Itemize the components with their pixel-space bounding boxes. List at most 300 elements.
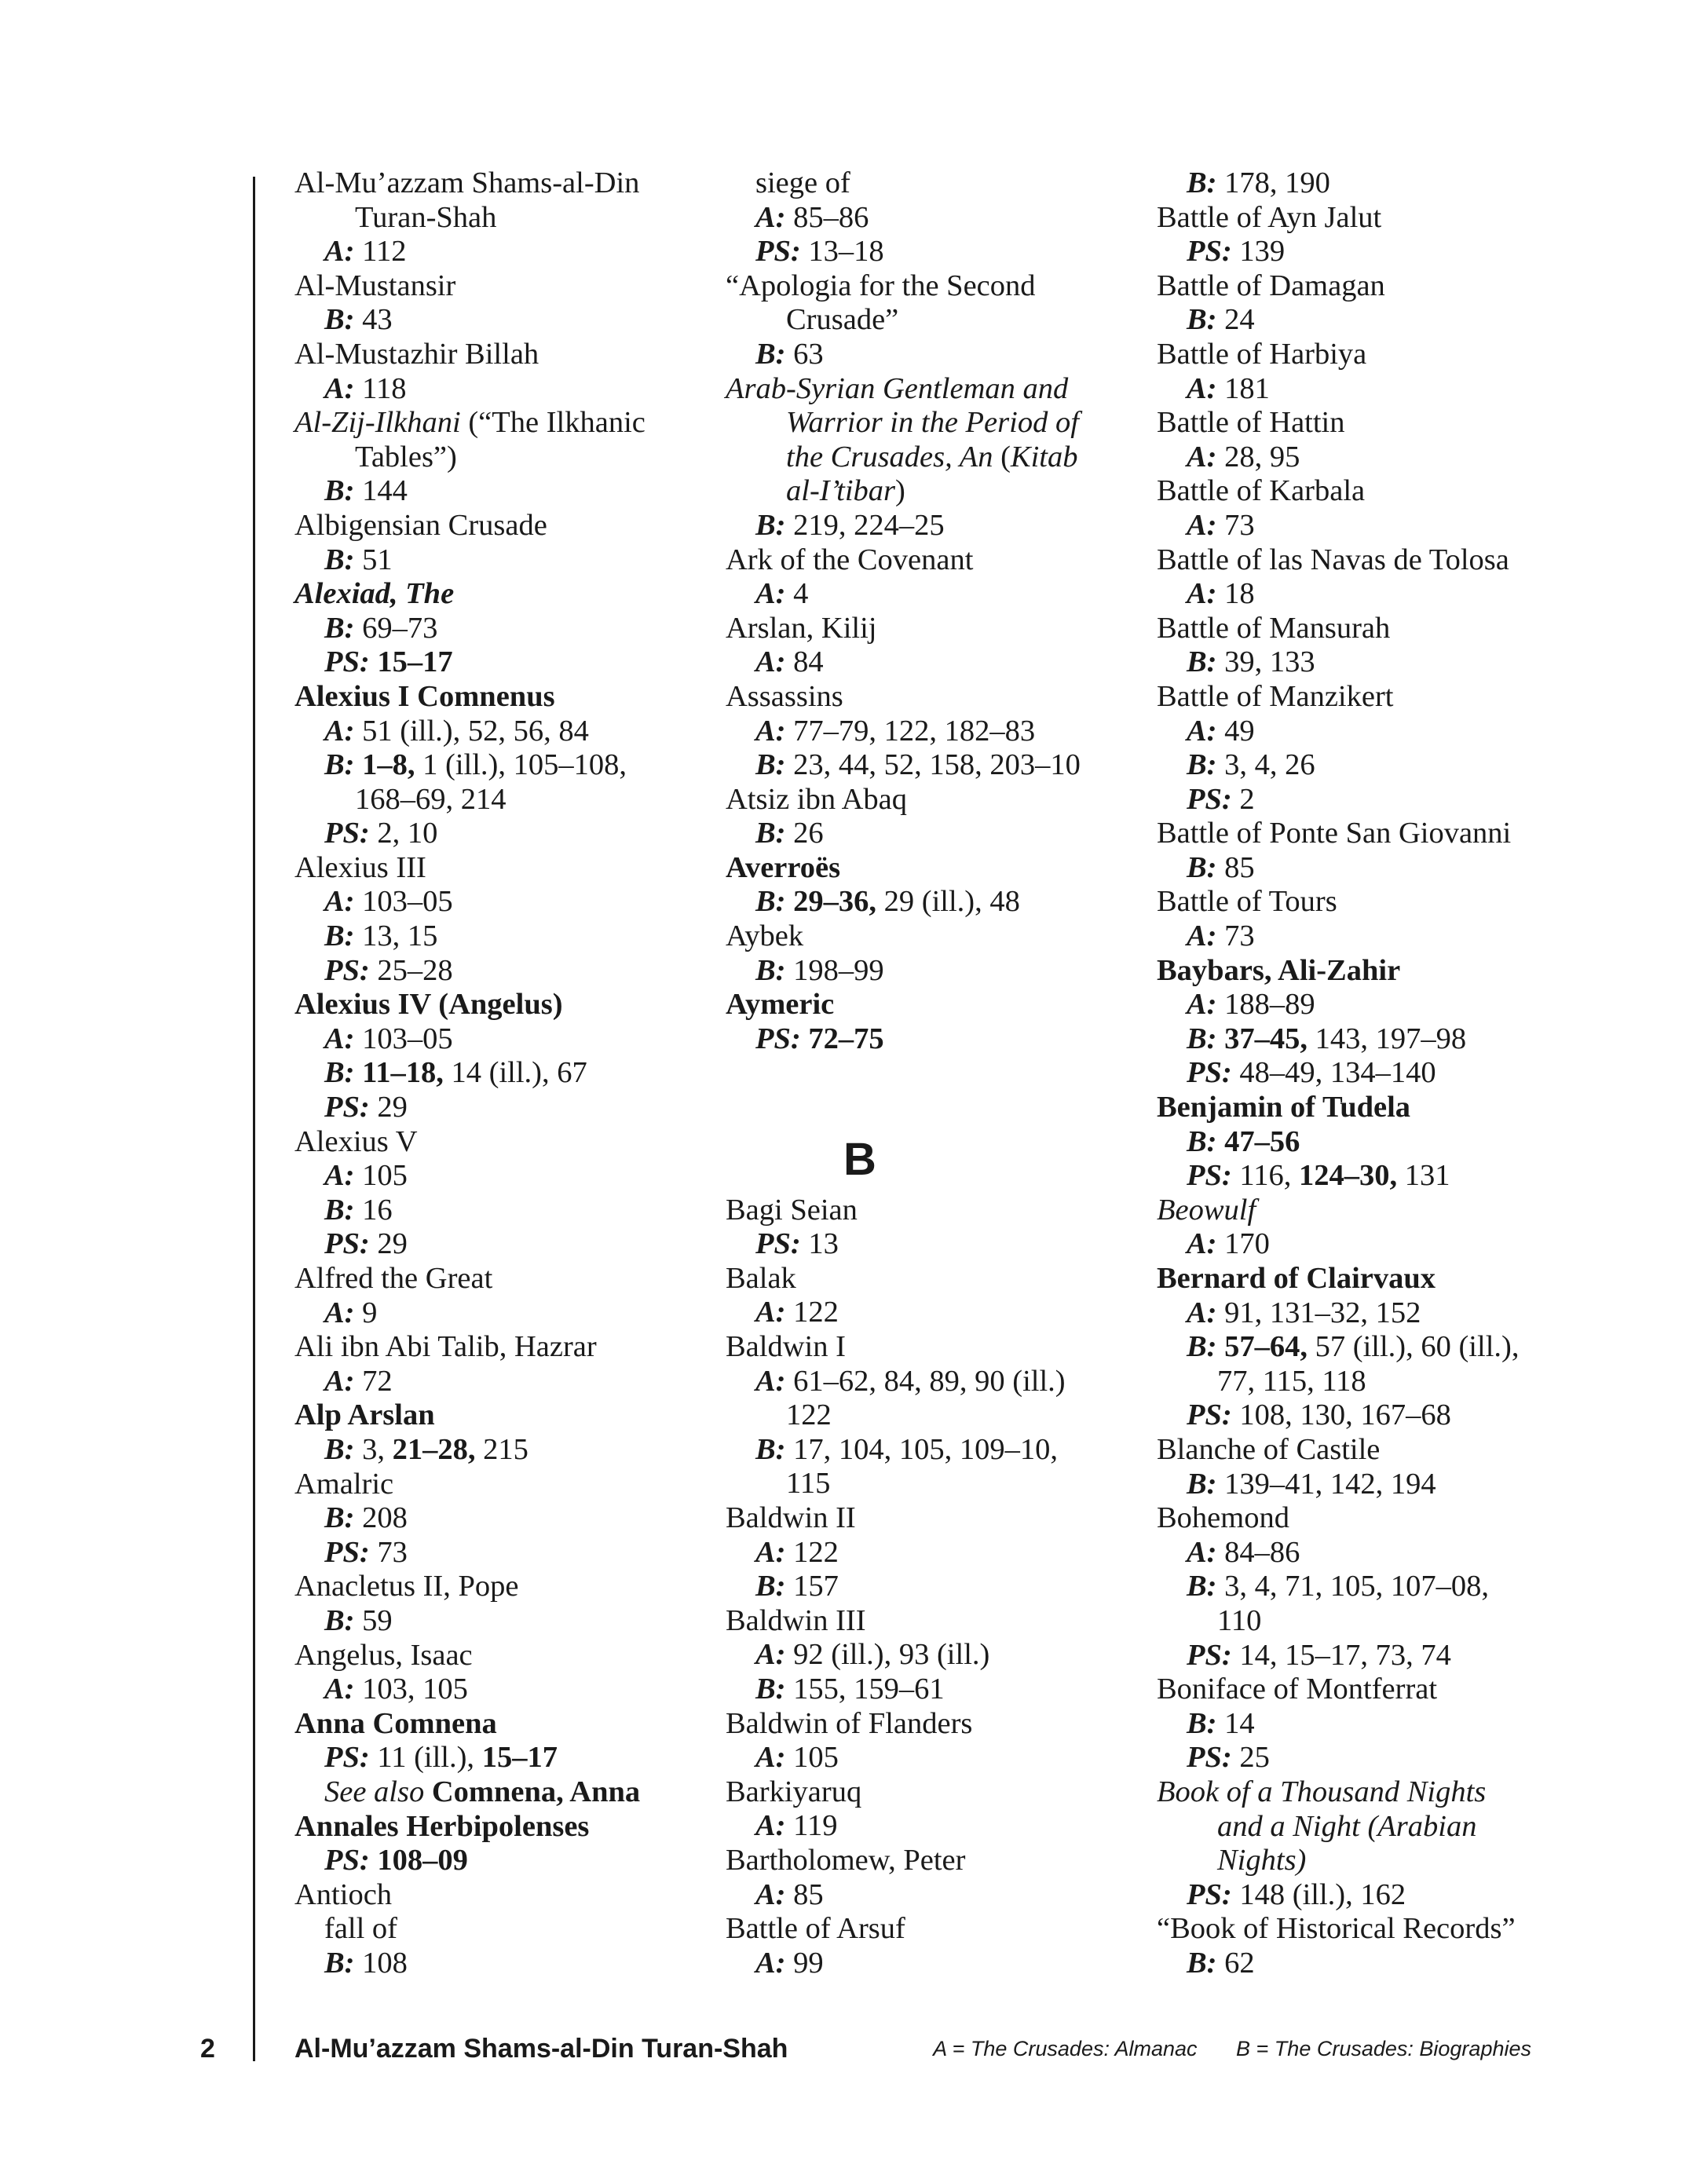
index-entry-line	[294, 1227, 703, 1262]
index-entry-line	[726, 954, 1134, 989]
index-text: 14 (ill.), 67	[443, 1056, 587, 1090]
index-entry-heading	[294, 1570, 703, 1604]
index-entry-line	[294, 1673, 703, 1707]
index-entry-line	[294, 645, 703, 680]
index-text: 178, 190	[1216, 166, 1330, 199]
index-text: A:	[755, 1364, 786, 1398]
index-text	[424, 1775, 432, 1808]
index-text: 77, 115, 118	[1217, 1364, 1366, 1398]
index-text: PS:	[1187, 1398, 1232, 1432]
index-text: Alexius III	[294, 850, 426, 884]
index-text: 131	[1397, 1159, 1450, 1193]
index-entry-heading	[294, 1639, 703, 1673]
index-text: A:	[755, 714, 786, 748]
index-text: B:	[1187, 1706, 1217, 1740]
index-text: 103–05	[354, 1022, 453, 1055]
index-text: 3, 4, 71, 105, 107–08,	[1216, 1570, 1489, 1603]
index-entry-line	[294, 783, 703, 817]
index-text: PS:	[324, 1535, 370, 1569]
index-entry-heading	[1157, 1912, 1644, 1947]
index-entry-line	[726, 577, 1134, 612]
index-text: A:	[1187, 508, 1217, 542]
index-entry-heading	[294, 1707, 703, 1742]
index-entry-line	[294, 235, 703, 269]
index-text: A:	[1187, 1296, 1217, 1329]
index-text	[355, 748, 363, 781]
index-text: 139	[1231, 235, 1286, 269]
index-text: B:	[324, 543, 355, 576]
index-entry-line	[726, 1296, 1134, 1330]
index-entry-line	[726, 303, 1134, 338]
index-entry-line	[294, 1433, 703, 1468]
index-text: Battle of Arsuf	[726, 1912, 905, 1946]
index-entry-line	[1157, 1056, 1644, 1091]
index-text: Warrior in the Period of	[786, 406, 1079, 440]
index-text: 1 (ill.), 105–108,	[415, 748, 627, 782]
index-text: 15–17	[481, 1741, 558, 1775]
index-text: 215	[475, 1432, 528, 1466]
index-text: 122	[786, 1398, 832, 1432]
index-text: Tables”)	[355, 440, 457, 473]
index-text: Al-Mu’azzam Shams-al-Din	[294, 166, 640, 199]
index-entry-line	[726, 748, 1134, 783]
index-entry-line	[1157, 577, 1644, 612]
index-entry-heading	[726, 372, 1134, 407]
index-text	[370, 645, 378, 678]
index-text: Annales Herbipolenses	[294, 1809, 590, 1843]
index-entry-heading	[1157, 338, 1644, 372]
index-text: 85–86	[785, 200, 869, 234]
index-text: Assassins	[726, 679, 843, 713]
index-entry-line	[726, 235, 1134, 269]
index-text: 143, 197–98	[1308, 1022, 1467, 1055]
index-entry-line	[1157, 441, 1644, 475]
index-text: Battle of Karbala	[1157, 474, 1366, 508]
index-text: A:	[324, 1673, 355, 1706]
index-text: B:	[324, 1432, 355, 1466]
index-text: A:	[1187, 714, 1217, 748]
index-entry-heading	[1157, 1091, 1644, 1125]
index-entry-line	[1157, 1330, 1644, 1365]
index-text: 24	[1216, 303, 1255, 337]
index-text: B:	[324, 303, 355, 337]
index-text: 2	[1231, 782, 1255, 816]
index-text: B:	[1187, 1022, 1217, 1055]
index-text: Baldwin of Flanders	[726, 1706, 973, 1740]
index-text: B:	[755, 885, 786, 919]
index-text: 105	[354, 1159, 408, 1193]
index-text: 39, 133	[1216, 645, 1315, 679]
index-entry-line	[1157, 1707, 1644, 1742]
index-text: B:	[1187, 1946, 1217, 1980]
index-text: B:	[324, 611, 355, 645]
index-text: Barkiyaruq	[726, 1775, 862, 1808]
index-entry-line	[294, 1022, 703, 1057]
index-text: Aymeric	[726, 988, 835, 1022]
index-text: B:	[1187, 748, 1217, 782]
index-entry-heading	[726, 1707, 1134, 1742]
index-text: Al-Zij-Ilkhani	[294, 406, 461, 440]
index-text: 73	[369, 1535, 408, 1569]
index-text: Ark of the Covenant	[726, 543, 974, 576]
index-text: Benjamin of Tudela	[1157, 1091, 1411, 1124]
index-entry-line	[294, 748, 703, 783]
index-text: 69–73	[354, 611, 438, 645]
index-text: 116,	[1231, 1159, 1299, 1193]
index-entry-line	[726, 645, 1134, 680]
legend-almanac: A = The Crusades: Almanac	[933, 2037, 1198, 2060]
index-text: 62	[1216, 1946, 1255, 1980]
index-text: Comnena, Anna	[431, 1775, 641, 1808]
index-text: 198–99	[785, 953, 884, 987]
index-text: A:	[1187, 1227, 1217, 1261]
index-entry-heading	[726, 988, 1134, 1022]
index-entry-line	[1157, 783, 1644, 817]
index-text: Nights)	[1217, 1844, 1307, 1877]
index-text: 122	[785, 1535, 839, 1569]
index-text: PS:	[324, 1741, 370, 1775]
index-text: Kitab	[1010, 440, 1078, 473]
index-text: al-I’tibar	[786, 474, 896, 508]
index-entry-heading	[726, 543, 1134, 578]
index-entry-line	[294, 1741, 703, 1775]
index-text: Battle of Ponte San Giovanni	[1157, 817, 1512, 850]
index-text: 119	[785, 1809, 838, 1843]
index-text: Arslan, Kilij	[726, 611, 877, 645]
index-text: 26	[785, 817, 824, 850]
index-text: Baybars, Ali-Zahir	[1157, 953, 1401, 987]
index-entry-line	[1157, 235, 1644, 269]
index-entry-line	[1157, 1604, 1644, 1639]
index-text: Battle of Ayn Jalut	[1157, 200, 1382, 234]
index-entry-line	[1157, 1365, 1644, 1399]
index-text: Anna Comnena	[294, 1706, 497, 1740]
index-text: “Apologia for the Second	[726, 269, 1036, 302]
index-text: 51 (ill.), 52, 56, 84	[354, 714, 589, 748]
index-text: B:	[324, 1501, 355, 1535]
index-text: siege of	[755, 166, 850, 199]
index-text: 4	[785, 577, 809, 611]
index-text: 25	[1231, 1741, 1270, 1775]
index-entry-line	[1157, 1844, 1644, 1878]
index-entry-line	[294, 715, 703, 749]
index-text: Baldwin II	[726, 1501, 856, 1534]
index-text: PS:	[755, 1227, 801, 1261]
index-text: 28, 95	[1216, 440, 1300, 473]
index-text: Balak	[726, 1261, 796, 1295]
index-entry-line	[726, 1398, 1134, 1433]
index-text: “Book of Historical Records”	[1157, 1912, 1516, 1946]
index-text: PS:	[1187, 1056, 1232, 1090]
index-text: B:	[1187, 850, 1217, 884]
index-text: A:	[755, 577, 786, 611]
index-text: B:	[755, 953, 786, 987]
index-entry-heading	[294, 988, 703, 1022]
index-entry-line	[294, 817, 703, 851]
index-text: 73	[1216, 508, 1255, 542]
index-entry-line	[1157, 748, 1644, 783]
index-text: B:	[324, 919, 355, 953]
index-entry-heading	[726, 1194, 1134, 1228]
index-text: (“The Ilkhanic	[460, 406, 646, 440]
index-text: 84–86	[1216, 1535, 1300, 1569]
index-entry-line	[726, 1022, 1134, 1057]
index-entry-heading	[1157, 1262, 1644, 1296]
index-entry-line	[726, 1227, 1134, 1262]
index-text: PS:	[324, 817, 370, 850]
index-text: Baldwin III	[726, 1603, 866, 1637]
index-text: B:	[324, 1603, 355, 1637]
index-text: PS:	[755, 235, 801, 269]
index-text: 84	[785, 645, 824, 679]
index-text: Antioch	[294, 1877, 393, 1911]
index-text: 219, 224–25	[785, 508, 945, 542]
index-text: Battle of Harbiya	[1157, 337, 1367, 371]
index-text: 59	[354, 1603, 393, 1637]
index-text: 14	[1216, 1706, 1255, 1740]
index-entry-line	[294, 1947, 703, 1981]
index-text: 108, 130, 167–68	[1231, 1398, 1451, 1432]
index-text: Boniface of Montferrat	[1157, 1673, 1438, 1706]
index-entry-line	[294, 954, 703, 989]
index-entry-heading	[294, 680, 703, 715]
index-entry-heading	[1157, 954, 1644, 989]
index-text: Ali ibn Abi Talib, Hazrar	[294, 1330, 597, 1364]
index-text: A:	[755, 1946, 786, 1980]
index-entry-line	[1157, 372, 1644, 407]
index-entry-line	[726, 1809, 1134, 1844]
index-entry-heading	[1157, 201, 1644, 236]
index-entry-heading	[726, 680, 1134, 715]
index-entry-line	[1157, 919, 1644, 954]
index-entry-line	[726, 1878, 1134, 1913]
index-text: Aybek	[726, 919, 804, 953]
index-entry-heading	[1157, 1501, 1644, 1536]
index-text: 11 (ill.),	[369, 1741, 482, 1775]
index-entry-heading	[726, 1330, 1134, 1365]
index-entry-heading	[294, 1468, 703, 1502]
index-text: 168–69, 214	[355, 782, 507, 816]
index-entry-line	[294, 474, 703, 509]
index-entry-heading	[726, 919, 1134, 954]
index-text: 2, 10	[369, 817, 438, 850]
index-text: A:	[755, 1809, 786, 1843]
index-entry-heading	[726, 1262, 1134, 1296]
index-text: 148 (ill.), 162	[1231, 1877, 1406, 1911]
index-entry-heading	[1157, 269, 1644, 304]
index-text: 108–09	[377, 1844, 468, 1877]
index-text: PS:	[324, 1227, 370, 1261]
index-entry-line	[726, 1638, 1134, 1673]
index-entry-line	[1157, 1810, 1644, 1844]
index-entry-line	[726, 1570, 1134, 1604]
index-entry-line	[726, 201, 1134, 236]
index-text: 29	[369, 1227, 408, 1261]
index-text: fall of	[324, 1912, 397, 1946]
index-text: PS:	[1187, 1877, 1232, 1911]
index-text: 112	[354, 235, 407, 269]
index-entry-heading	[1157, 817, 1644, 851]
index-entry-line	[726, 1673, 1134, 1707]
index-text: the Crusades, An	[786, 440, 993, 473]
index-text: PS:	[1187, 1741, 1232, 1775]
index-entry-line	[294, 1365, 703, 1399]
index-text: Amalric	[294, 1467, 394, 1501]
index-text: 122	[785, 1296, 839, 1329]
index-entry-line	[1157, 1878, 1644, 1913]
index-text: A:	[755, 1296, 786, 1329]
index-entry-heading	[726, 1501, 1134, 1536]
index-text: 208	[354, 1501, 408, 1535]
index-text: Battle of Tours	[1157, 885, 1337, 919]
index-entry-heading	[726, 612, 1134, 646]
index-text: 13–18	[800, 235, 884, 269]
index-entry-line	[294, 1194, 703, 1228]
index-entry-line	[1157, 303, 1644, 338]
index-text: B:	[755, 1570, 786, 1603]
index-text: )	[895, 474, 905, 508]
volume-legend	[933, 2037, 1531, 2061]
index-entry-heading	[294, 406, 703, 441]
index-entry-line	[294, 919, 703, 954]
index-entry-line	[1157, 1570, 1644, 1604]
index-text: B:	[755, 337, 786, 371]
index-text: 91, 131–32, 152	[1216, 1296, 1421, 1329]
index-text: Beowulf	[1157, 1193, 1256, 1227]
index-text: B:	[1187, 645, 1217, 679]
index-text: 92 (ill.), 93 (ill.)	[785, 1638, 990, 1672]
index-entry-line	[726, 406, 1134, 441]
index-text: Al-Mustazhir Billah	[294, 337, 539, 371]
index-text: Battle of Damagan	[1157, 269, 1385, 302]
index-text: Bagi Seian	[726, 1193, 858, 1227]
index-text: PS:	[1187, 1638, 1232, 1672]
index-entry-line	[726, 1947, 1134, 1981]
index-text: 1–8,	[362, 748, 415, 782]
index-text: B:	[1187, 1124, 1217, 1158]
index-text	[370, 1844, 378, 1877]
index-text: A:	[324, 885, 355, 919]
index-entry-line	[1157, 1227, 1644, 1262]
index-text: A:	[324, 1022, 355, 1055]
index-text: 110	[1217, 1603, 1262, 1637]
legend-biographies: B = The Crusades: Biographies	[1236, 2037, 1531, 2060]
index-entry-line	[726, 885, 1134, 919]
index-text	[1217, 1125, 1225, 1158]
index-text: 49	[1216, 714, 1255, 748]
index-entry-line	[1157, 645, 1644, 680]
index-text: B:	[1187, 166, 1217, 199]
index-entry-line	[294, 372, 703, 407]
index-text: 99	[785, 1946, 824, 1980]
index-text: A:	[1187, 371, 1217, 405]
index-entry-line	[1157, 1468, 1644, 1502]
index-entry-heading	[294, 1125, 703, 1160]
index-entry-heading	[294, 166, 703, 201]
index-text: PS:	[324, 645, 370, 679]
index-text: PS:	[755, 1022, 801, 1055]
index-text: 14, 15–17, 73, 74	[1231, 1638, 1451, 1672]
index-entry-line	[1157, 509, 1644, 543]
index-entry-line	[726, 1536, 1134, 1570]
index-text: 57–64,	[1224, 1330, 1308, 1364]
index-text: Baldwin I	[726, 1330, 846, 1363]
index-entry-line	[294, 1604, 703, 1639]
index-text: 11–18,	[362, 1056, 444, 1090]
index-text: 103, 105	[354, 1673, 468, 1706]
index-text: 139–41, 142, 194	[1216, 1467, 1436, 1501]
index-entry-line	[1157, 1125, 1644, 1160]
index-text: 181	[1216, 371, 1270, 405]
index-text: 23, 44, 52, 158, 203–10	[785, 748, 1081, 782]
index-text: A:	[1187, 919, 1217, 953]
index-entry-heading	[1157, 1433, 1644, 1468]
index-entry-heading	[294, 509, 703, 543]
index-entry-line	[1157, 1296, 1644, 1331]
index-entry-line	[1157, 1741, 1644, 1775]
index-text	[1217, 1330, 1225, 1363]
index-text: PS:	[324, 1091, 370, 1124]
index-entry-line	[294, 1912, 703, 1947]
index-text: B:	[755, 817, 786, 850]
index-entry-line	[294, 1536, 703, 1570]
index-entry-line	[726, 166, 1134, 201]
index-entry-line	[1157, 1536, 1644, 1570]
index-text: B:	[755, 748, 786, 782]
index-text: 118	[354, 371, 407, 405]
index-entry-line	[1157, 988, 1644, 1022]
index-entry-line	[726, 715, 1134, 749]
index-text: 73	[1216, 919, 1255, 953]
index-text: Alexius I Comnenus	[294, 679, 555, 713]
index-text: 51	[354, 543, 393, 576]
index-text: 13	[800, 1227, 839, 1261]
index-entry-heading	[1157, 680, 1644, 715]
index-text: B:	[324, 474, 355, 508]
index-text: A:	[324, 1159, 355, 1193]
index-text: Bartholomew, Peter	[726, 1843, 966, 1877]
index-text: 157	[785, 1570, 839, 1603]
index-entry-heading	[294, 1878, 703, 1913]
index-text: 29	[369, 1091, 408, 1124]
spacer	[726, 1056, 1134, 1091]
index-text: B:	[324, 1056, 355, 1090]
index-text: 13, 15	[354, 919, 438, 953]
index-entry-heading	[294, 1262, 703, 1296]
index-text	[786, 885, 794, 918]
index-entry-line	[294, 441, 703, 475]
index-entry-line	[1157, 851, 1644, 886]
index-text: 29–36,	[793, 885, 876, 919]
index-entry-line	[1157, 1022, 1644, 1057]
index-text: 155, 159–61	[785, 1672, 945, 1706]
index-entry-line	[726, 1741, 1134, 1775]
index-text: B:	[324, 1193, 355, 1227]
index-text: B:	[1187, 1330, 1217, 1364]
index-entry-line	[726, 1365, 1134, 1399]
index-entry-line	[294, 885, 703, 919]
index-entry-heading	[1157, 474, 1644, 509]
index-text: A:	[324, 235, 355, 269]
index-entry-line	[726, 1433, 1134, 1468]
section-letter: B	[843, 1133, 876, 1185]
index-entry-heading	[726, 269, 1134, 304]
index-text: 77–79, 122, 182–83	[785, 714, 1036, 748]
index-entry-line	[1157, 166, 1644, 201]
index-text: B:	[755, 1672, 786, 1706]
index-entry-heading	[1157, 612, 1644, 646]
index-entry-heading	[294, 269, 703, 304]
